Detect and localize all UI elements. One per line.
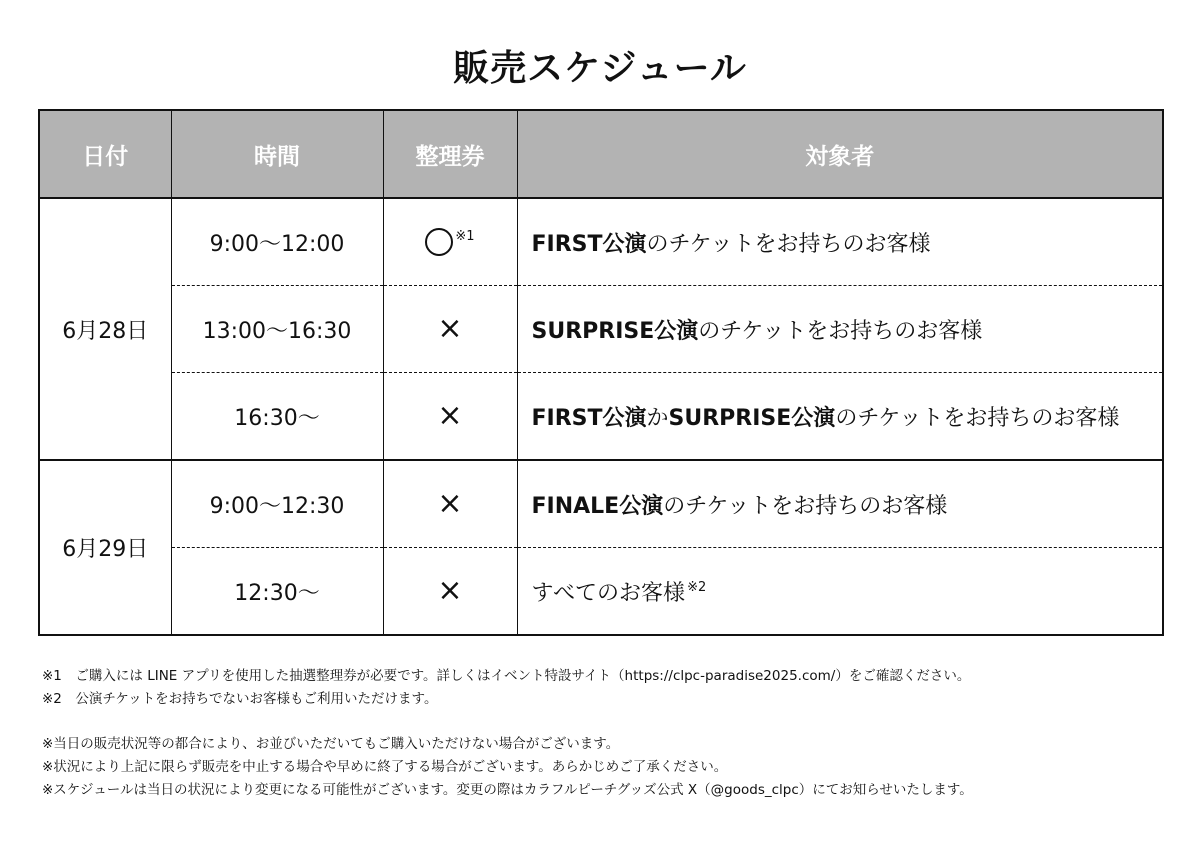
target-performance: FIRST公演 — [531, 405, 647, 431]
target-cell — [517, 286, 1163, 373]
circle-mark-icon — [425, 228, 453, 256]
table-row — [39, 198, 1163, 286]
time-cell: 12:30〜 — [171, 548, 383, 636]
cross-mark-icon: × — [437, 486, 463, 521]
header-ticket: 整理券 — [383, 110, 517, 198]
remark-2: ※状況により上記に限らず販売を中止する場合や早めに終了する場合がございます。あらかじめご了承ください。 — [42, 759, 728, 775]
target-text: すべてのお客様 — [531, 580, 686, 606]
cross-mark-icon: × — [437, 573, 463, 608]
remark-1: ※当日の販売状況等の都合により、お並びいただいてもご購入いただけない場合がございます。 — [42, 736, 620, 752]
target-performance: SURPRISE公演 — [531, 318, 699, 344]
header-target: 対象者 — [517, 110, 1163, 198]
table-row — [39, 373, 1163, 461]
target-connector: か — [646, 405, 669, 431]
notes-section — [42, 665, 1172, 802]
target-cell — [517, 373, 1163, 461]
cross-mark-icon: × — [437, 311, 463, 346]
target-note-ref: ※2 — [687, 580, 707, 596]
target-text: のチケットをお持ちのお客様 — [663, 493, 948, 519]
ticket-note-ref: ※1 — [455, 228, 475, 244]
table-row — [39, 286, 1163, 373]
target-text: のチケットをお持ちのお客様 — [698, 318, 983, 344]
header-date: 日付 — [39, 110, 171, 198]
target-cell — [517, 548, 1163, 636]
ticket-cell — [383, 286, 517, 373]
header-time: 時間 — [171, 110, 383, 198]
date-cell: 6月28日 — [39, 198, 171, 460]
footnote-1: ※1 ご購入には LINE アプリを使用した抽選整理券が必要です。詳しくはイベント特設サイト（https://clpc-paradise2025.com/）をご確認ください。 — [42, 668, 971, 684]
time-cell: 16:30〜 — [171, 373, 383, 461]
target-performance: FIRST公演 — [531, 231, 647, 257]
ticket-cell — [383, 373, 517, 461]
target-text: のチケットをお持ちのお客様 — [646, 231, 931, 257]
target-text: のチケットをお持ちのお客様 — [835, 405, 1120, 431]
page-title: 販売スケジュール — [453, 48, 747, 89]
cross-mark-icon: × — [437, 398, 463, 433]
footnote-2: ※2 公演チケットをお持ちでないお客様もご利用いただけます。 — [42, 691, 438, 707]
ticket-cell — [383, 198, 517, 286]
time-cell: 13:00〜16:30 — [171, 286, 383, 373]
target-performance: FINALE公演 — [531, 493, 664, 519]
date-cell: 6月29日 — [39, 460, 171, 635]
target-cell — [517, 460, 1163, 548]
ticket-cell — [383, 548, 517, 636]
ticket-cell — [383, 460, 517, 548]
target-performance-2: SURPRISE公演 — [668, 405, 836, 431]
table-row — [39, 460, 1163, 548]
time-cell: 9:00〜12:00 — [171, 198, 383, 286]
time-cell: 9:00〜12:30 — [171, 460, 383, 548]
target-cell — [517, 198, 1163, 286]
table-header-row — [39, 110, 1163, 198]
table-row — [39, 548, 1163, 636]
remark-3: ※スケジュールは当日の状況により変更になる可能性がございます。変更の際はカラフルピーチグッズ公式 X（@goods_clpc）にてお知らせいたします。 — [42, 782, 973, 798]
schedule-table — [38, 109, 1164, 636]
